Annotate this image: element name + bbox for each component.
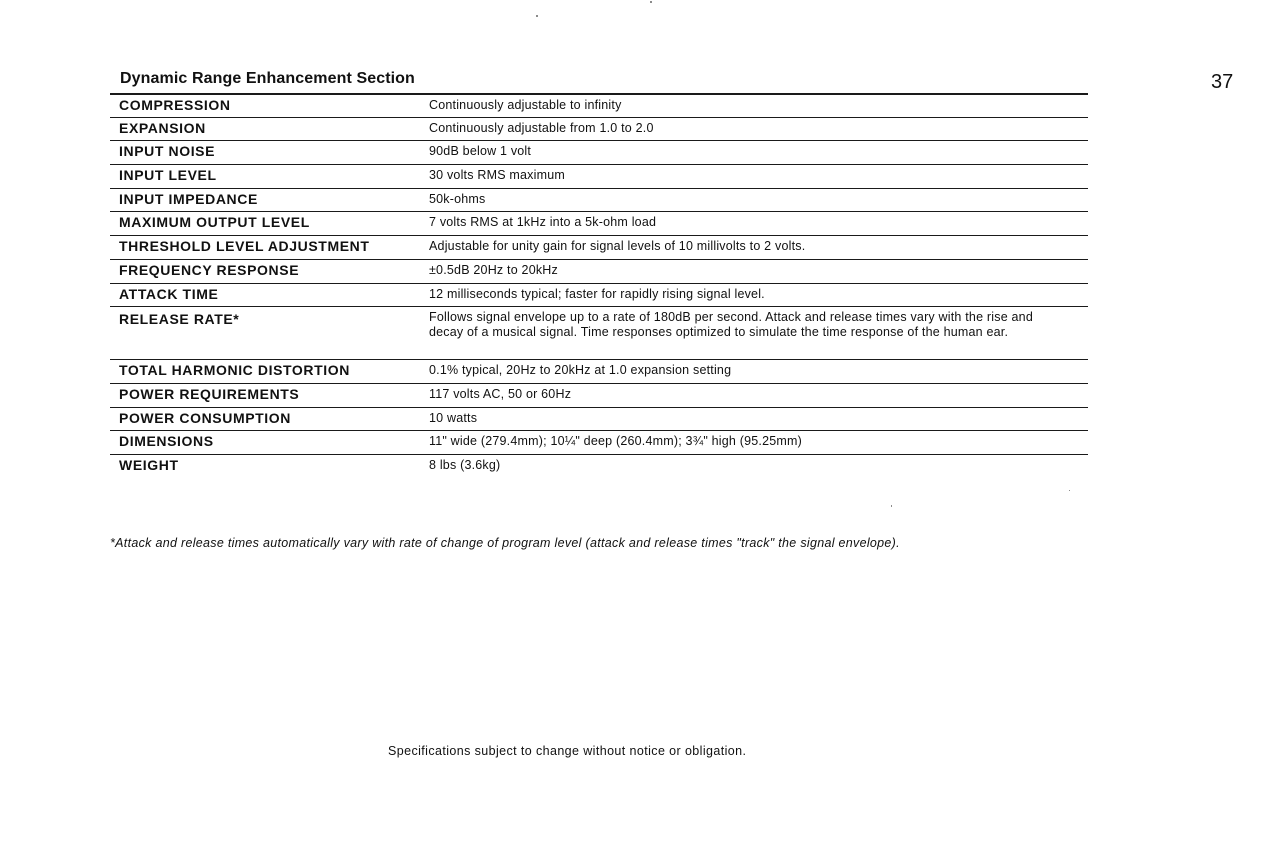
spec-label-expansion: EXPANSION	[119, 119, 206, 136]
spec-value-input-noise: 90dB below 1 volt	[429, 144, 532, 159]
spec-row	[110, 259, 1088, 283]
spec-label-attack-time: ATTACK TIME	[119, 285, 219, 302]
page-number: 37	[1211, 71, 1234, 93]
spec-value-input-level: 30 volts RMS maximum	[429, 168, 565, 183]
spec-value-dimensions: 11" wide (279.4mm); 10¼" deep (260.4mm); 3¾" high (95.25mm)	[429, 434, 802, 449]
spec-label-total-harmonic-distortion: TOTAL HARMONIC DISTORTION	[119, 362, 350, 379]
spec-label-power-consumption: POWER CONSUMPTION	[119, 409, 291, 426]
section-title: Dynamic Range Enhancement Section	[120, 70, 415, 87]
spec-row	[110, 359, 1088, 383]
scan-speck	[536, 15, 538, 17]
spec-label-dimensions: DIMENSIONS	[119, 433, 214, 450]
spec-label-maximum-output-level: MAXIMUM OUTPUT LEVEL	[119, 214, 310, 231]
spec-row	[110, 188, 1088, 212]
spec-row	[110, 430, 1088, 454]
spec-row	[110, 93, 1088, 117]
spec-row	[110, 117, 1088, 141]
spec-label-weight: WEIGHT	[119, 456, 179, 473]
spec-label-power-requirements: POWER REQUIREMENTS	[119, 385, 300, 402]
spec-label-input-level: INPUT LEVEL	[119, 167, 217, 184]
spec-row	[110, 235, 1088, 259]
spec-row	[110, 283, 1088, 307]
spec-value-compression: Continuously adjustable to infinity	[429, 98, 622, 112]
spec-value-release-rate: Follows signal envelope up to a rate of 180dB per second. Attack and release times vary with the rise and decay of a musical signal. Time responses optimized to simulate the time response of the human ear.	[429, 310, 1033, 340]
spec-value-frequency-response: ±0.5dB 20Hz to 20kHz	[429, 262, 558, 277]
spec-label-threshold-level-adjustment: THRESHOLD LEVEL ADJUSTMENT	[119, 238, 370, 255]
spec-value-total-harmonic-distortion: 0.1% typical, 20Hz to 20kHz at 1.0 expansion setting	[429, 363, 732, 378]
footnote: *Attack and release times automatically vary with rate of change of program level (attack and release times "track" the signal envelope).	[110, 536, 900, 550]
spec-label-compression: COMPRESSION	[119, 97, 231, 113]
spec-value-input-impedance: 50k-ohms	[429, 191, 486, 206]
spec-value-expansion: Continuously adjustable from 1.0 to 2.0	[429, 120, 654, 135]
spec-value-maximum-output-level: 7 volts RMS at 1kHz into a 5k-ohm load	[429, 215, 657, 230]
scan-speck	[650, 1, 652, 3]
spec-label-frequency-response: FREQUENCY RESPONSE	[119, 261, 300, 278]
spec-value-weight: 8 lbs (3.6kg)	[429, 457, 501, 472]
spec-label-input-noise: INPUT NOISE	[119, 143, 216, 160]
spec-row	[110, 454, 1088, 478]
scan-speck	[1069, 490, 1070, 491]
spec-label-input-impedance: INPUT IMPEDANCE	[119, 190, 258, 207]
spec-row	[110, 407, 1088, 431]
spec-value-power-consumption: 10 watts	[429, 410, 478, 425]
spec-row	[110, 164, 1088, 188]
spec-row	[110, 306, 1088, 359]
spec-row	[110, 383, 1088, 407]
spec-label-release-rate: RELEASE RATE*	[119, 311, 240, 328]
spec-table	[110, 93, 1088, 478]
specifications-note: Specifications subject to change without notice or obligation.	[388, 744, 747, 758]
scan-speck	[891, 505, 892, 507]
spec-value-power-requirements: 117 volts AC, 50 or 60Hz	[429, 386, 572, 401]
spec-row	[110, 211, 1088, 235]
spec-value-threshold-level-adjustment: Adjustable for unity gain for signal levels of 10 millivolts to 2 volts.	[429, 239, 806, 254]
spec-row	[110, 140, 1088, 164]
spec-value-attack-time: 12 milliseconds typical; faster for rapidly rising signal level.	[429, 286, 765, 301]
